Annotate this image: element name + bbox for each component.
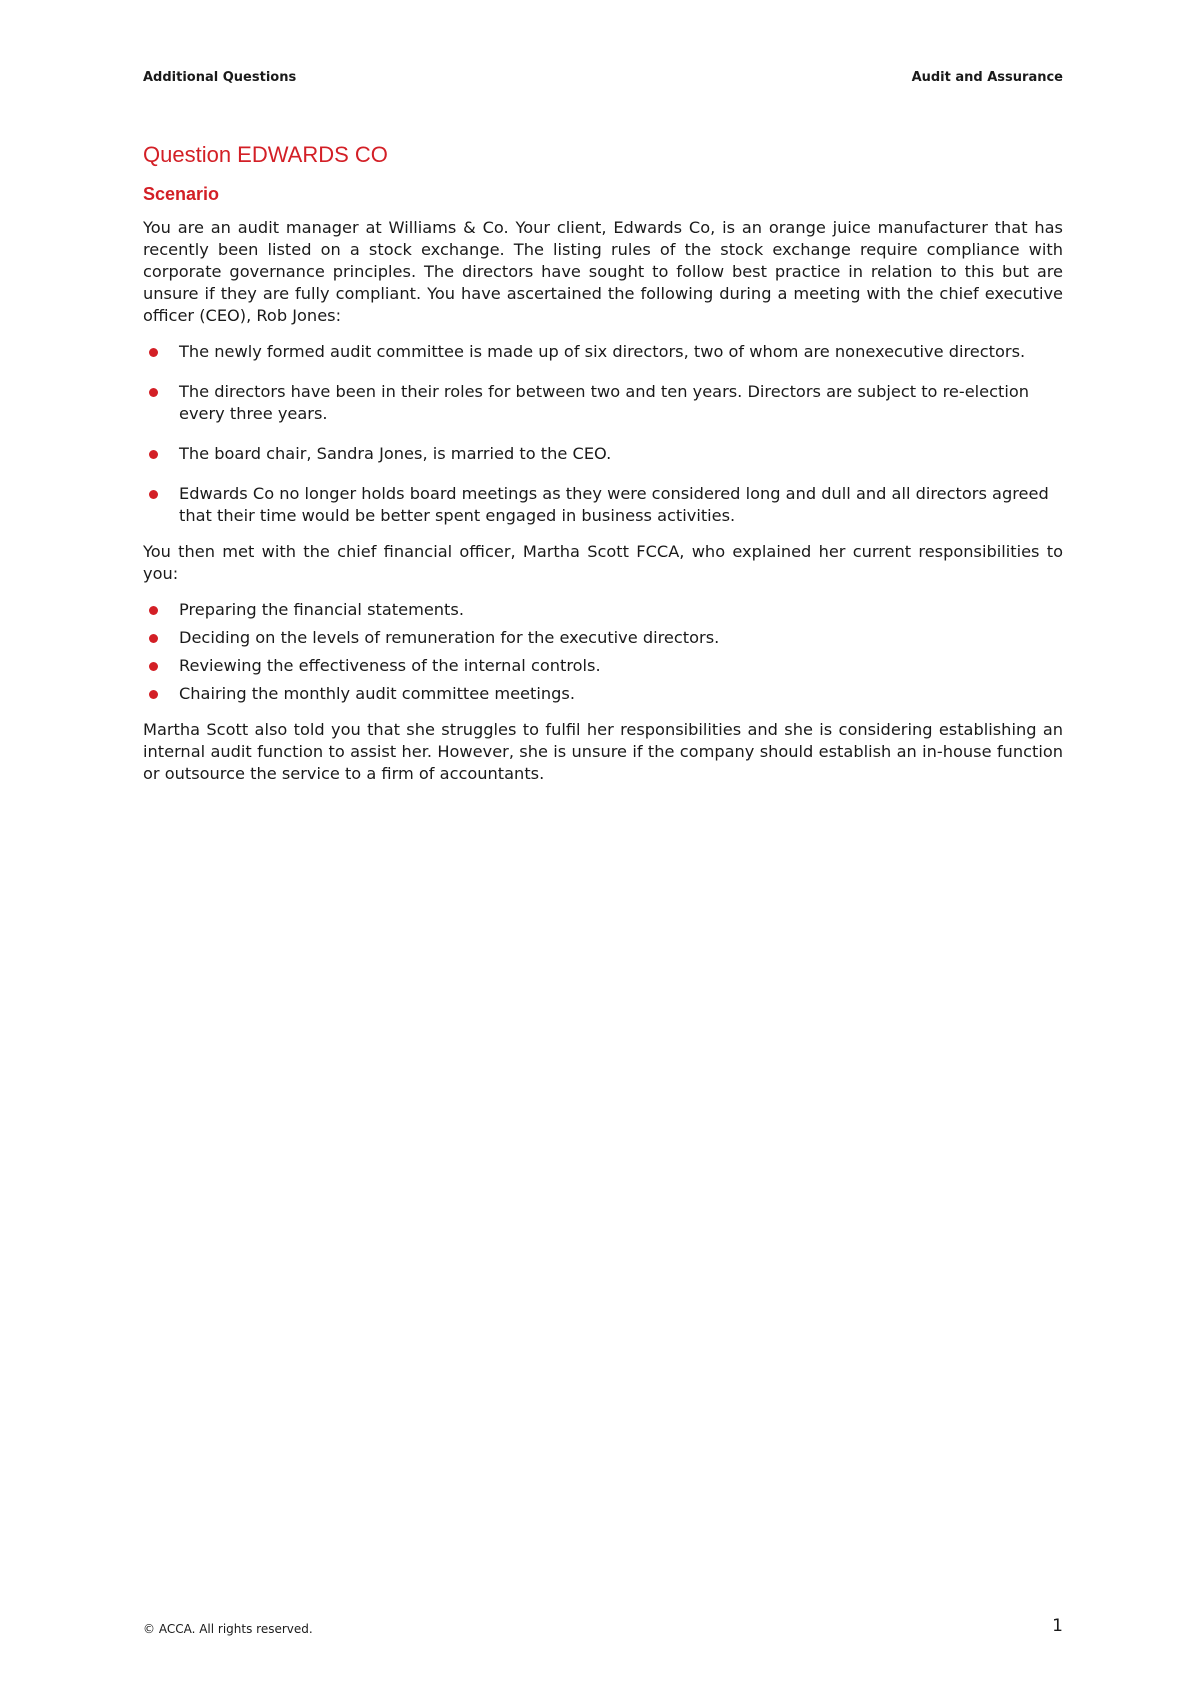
cfo-intro-paragraph: You then met with the chief financial officer, Martha Scott FCCA, who explained her current responsibilities to you: [143, 542, 1063, 583]
list-item-text: Chairing the monthly audit committee meetings. [179, 684, 575, 703]
list-item [143, 655, 1063, 677]
closing-paragraph: Martha Scott also told you that she struggles to fulfil her responsibilities and she is considering establishing an internal audit function to assist her. However, she is unsure if the company should establish an in-house function or outsource the service to a firm of accountants. [143, 720, 1063, 783]
list-item-text: The board chair, Sandra Jones, is married to the CEO. [179, 444, 612, 463]
scenario-heading: Scenario [143, 184, 220, 204]
list-item [143, 443, 1063, 465]
bullet-icon [149, 348, 158, 357]
list-item [143, 599, 1063, 621]
responsibilities-list [143, 599, 1063, 705]
bullet-icon [149, 388, 158, 397]
header-left: Additional Questions [143, 70, 297, 85]
list-item [143, 483, 1063, 527]
running-header [143, 70, 1063, 85]
bullet-icon [149, 606, 158, 615]
page-number: 1 [1052, 1616, 1063, 1636]
list-item [143, 683, 1063, 705]
bullet-icon [149, 634, 158, 643]
list-item-text: The directors have been in their roles for between two and ten years. Directors are subject to re-election every three years. [179, 382, 1030, 423]
intro-paragraph: You are an audit manager at Williams & Co. Your client, Edwards Co, is an orange juice manufacturer that has recently been listed on a stock exchange. The listing rules of the stock exchange require compliance with corporate governance principles. The directors have sought to follow best practice in relation to this but are unsure if they are fully compliant. You have ascertained the following during a meeting with the chief executive officer (CEO), Rob Jones: [143, 218, 1063, 325]
list-item [143, 341, 1063, 363]
list-item-text: The newly formed audit committee is made up of six directors, two of whom are nonexecutive directors. [179, 342, 1026, 361]
page-content [143, 142, 1063, 799]
header-right: Audit and Assurance [911, 70, 1063, 85]
bullet-icon [149, 490, 158, 499]
list-item [143, 627, 1063, 649]
bullet-icon [149, 690, 158, 699]
list-item-text: Reviewing the effectiveness of the internal controls. [179, 656, 601, 675]
list-item-text: Deciding on the levels of remuneration for the executive directors. [179, 628, 720, 647]
findings-list [143, 341, 1063, 527]
bullet-icon [149, 662, 158, 671]
list-item-text: Edwards Co no longer holds board meetings as they were considered long and dull and all directors agreed that their time would be better spent engaged in business activities. [179, 484, 1049, 525]
list-item [143, 381, 1063, 425]
list-item-text: Preparing the financial statements. [179, 600, 464, 619]
question-title: Question EDWARDS CO [143, 142, 388, 167]
bullet-icon [149, 450, 158, 459]
footer-copyright: © ACCA. All rights reserved. [143, 1622, 313, 1636]
